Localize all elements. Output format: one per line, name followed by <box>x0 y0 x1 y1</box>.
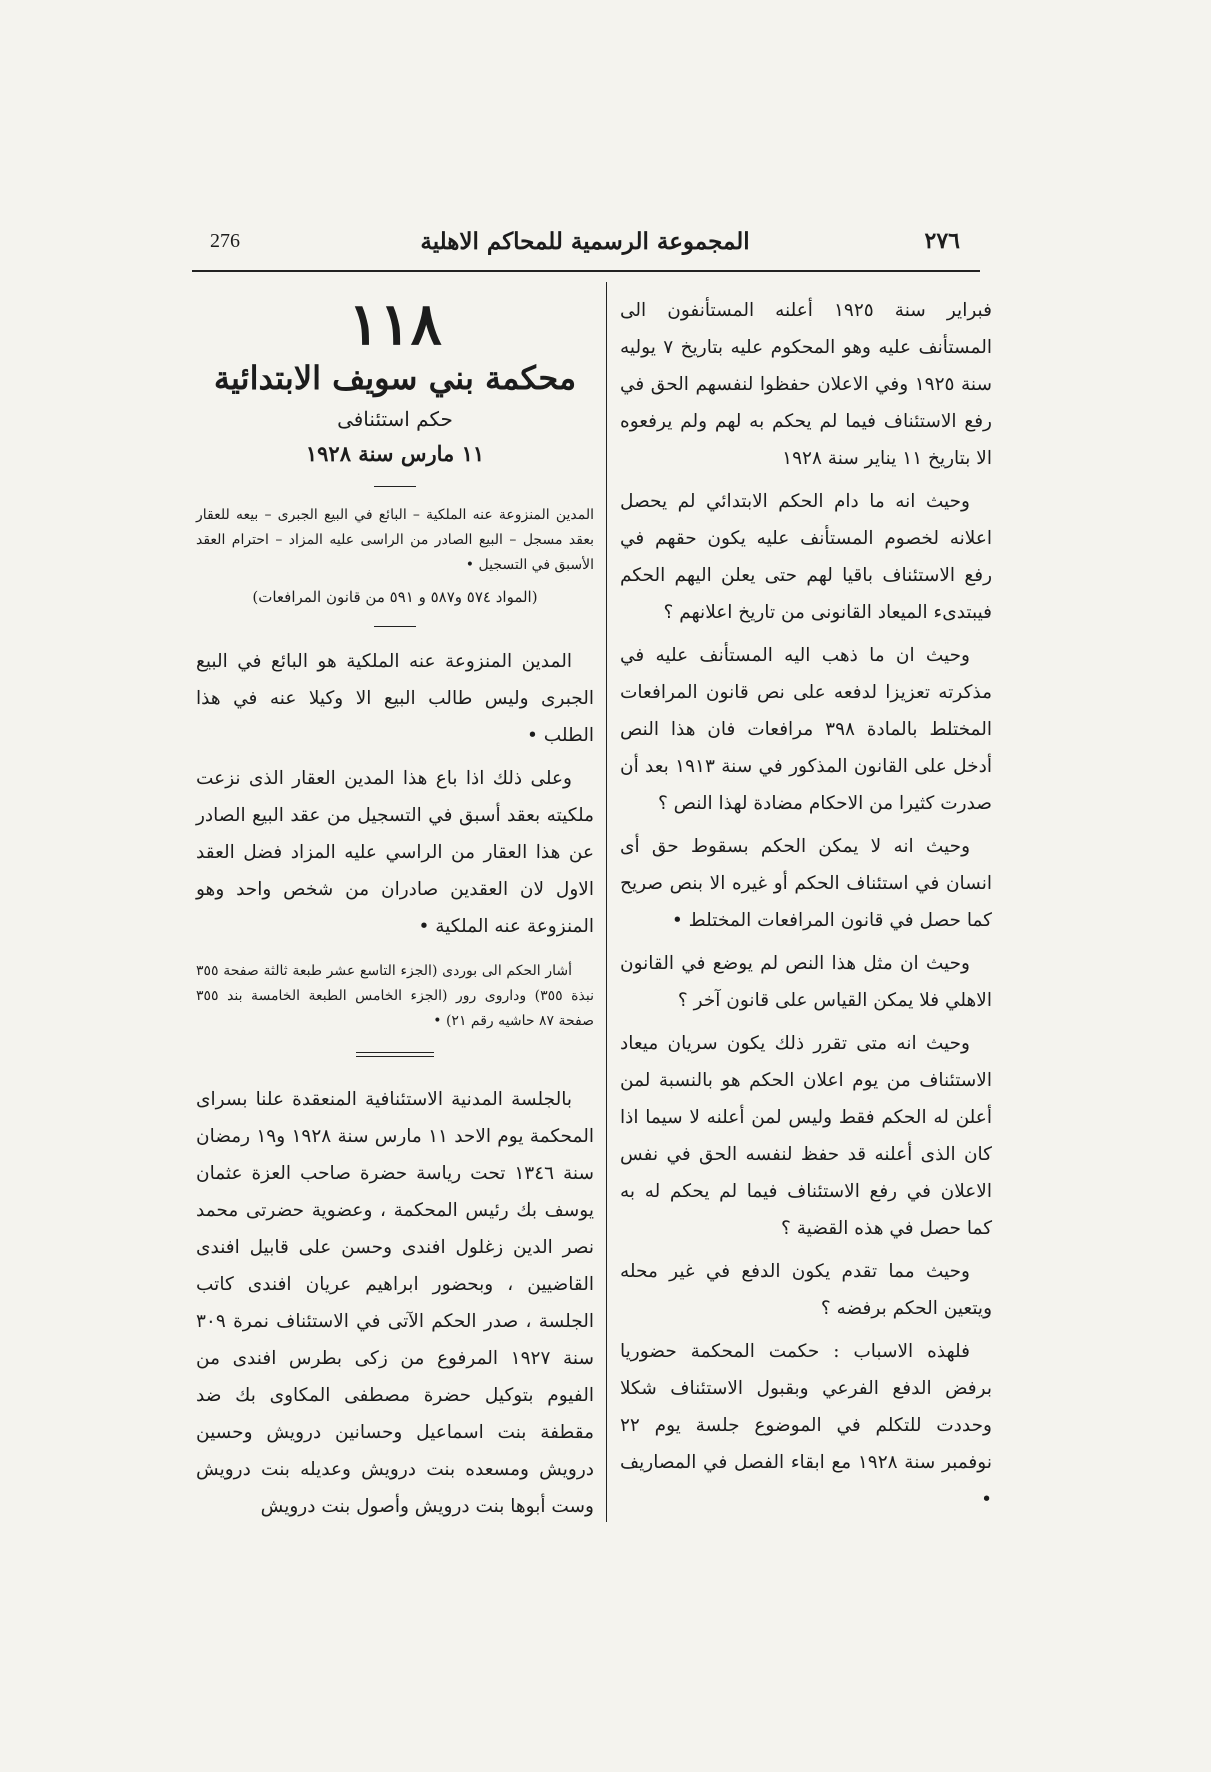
page-number-arabic: ٢٧٦ <box>924 228 960 254</box>
headnote: المدين المنزوعة عنه الملكية – البائع في البيع الجبرى – بيعه للعقار بعقد مسجل – البيع الصادر من الراسى عليه المزاد – احترام العقد الأسبق في التسجيل • <box>196 507 594 573</box>
section-rule <box>374 486 416 487</box>
column-divider <box>606 282 607 1522</box>
page-number-latin: 276 <box>210 230 240 252</box>
paragraph: وحيث مما تقدم يكون الدفع في غير محله ويتعين الحكم برفضه ؟ <box>620 1261 992 1319</box>
double-rule <box>356 1052 434 1057</box>
decision-type: حكم استئنافى <box>337 407 453 431</box>
paragraph: وحيث انه متى تقرر ذلك يكون سريان ميعاد الاستئناف من يوم اعلان الحكم هو بالنسبة لمن أعلن له الحكم فقط وليس لمن أعلنه لا سيما اذا كان الذى أعلنه قد حفظ لنفسه الحق في نفس الاعلان في رفع الاستئناف فيما لم يحكم له به كما حصل في هذه القضية ؟ <box>620 1033 992 1239</box>
judgment-body: بالجلسة المدنية الاستئنافية المنعقدة علنا بسراى المحكمة يوم الاحد ١١ مارس سنة ١٩٢٨ و١٩ رمضان سنة ١٣٤٦ تحت رياسة حضرة صاحب العزة عثمان يوسف بك رئيس المحكمة ، وعضوية حضرتى محمد نصر الدين زغلول افندى وحسن على قابيل افندى القاضيين ، وبحضور ابراهيم عريان افندى كاتب الجلسة ، صدر الحكم الآتى في الاستئناف نمرة ٣٠٩ سنة ١٩٢٧ المرفوع من زكى بطرس افندى من الفيوم بتوكيل حضرة مصطفى المكاوى بك ضد مقطفة بنت اسماعيل وحسانين درويش وحسين درويش ومسعده بنت درويش وعديله بنت درويش وست أبوها بنت درويش وأصول بنت درويش <box>196 1089 594 1517</box>
paragraph: وحيث ان مثل هذا النص لم يوضع في القانون الاهلي فلا يمكن القياس على قانون آخر ؟ <box>620 953 992 1011</box>
section-rule <box>374 626 416 627</box>
paragraph: وحيث انه ما دام الحكم الابتدائي لم يحصل اعلانه لخصوم المستأنف عليه يكون حقهم في رفع الاستئناف باقيا لهم حتى يعلن اليهم الحكم فيبتدىء الميعاد القانونى من تاريخ اعلانهم ؟ <box>620 491 992 623</box>
left-column <box>196 292 594 1531</box>
principle: المدين المنزوعة عنه الملكية هو البائع في البيع الجبرى وليس طالب البيع الا وكيلا عنه في هذا الطلب • <box>196 651 594 746</box>
paragraph: وحيث ان ما ذهب اليه المستأنف عليه في مذكرته تعزيزا لدفعه على نص قانون المرافعات المختلط بالمادة ٣٩٨ مرافعات فان هذا النص أدخل على القانون المذكور في سنة ١٩١٣ بعد أن صدرت كثيرا من الاحكام مضادة لهذا النص ؟ <box>620 645 992 814</box>
principle: وعلى ذلك اذا باع هذا المدين العقار الذى نزعت ملكيته بعقد أسبق في التسجيل من عقد البيع الصادر عن هذا العقار من الراسي عليه المزاد فضل العقد الاول لان العقدين صادران من شخص واحد وهو المنزوعة عنه الملكية • <box>196 768 594 937</box>
page-header <box>190 230 980 270</box>
reference-note: أشار الحكم الى بوردى (الجزء التاسع عشر طبعة ثالثة صفحة ٣٥٥ نبذة ٣٥٥) وداروى رور (الجزء الخامس الطبعة الخامسة بند ٣٥٥ صفحة ٨٧ حاشيه رقم ٢١) • <box>196 963 594 1029</box>
header-rule <box>192 270 980 272</box>
articles-cited: (المواد ٥٧٤ و٥٨٧ و ٥٩١ من قانون المرافعات) <box>252 588 538 606</box>
right-column <box>620 292 992 1524</box>
court-name: محكمة بني سويف الابتدائية <box>213 359 577 397</box>
case-number: ١١٨ <box>348 290 442 358</box>
paragraph: وحيث انه لا يمكن الحكم بسقوط حق أى انسان في استئناف الحكم أو غيره الا بنص صريح كما حصل في قانون المرافعات المختلط • <box>620 836 992 931</box>
decision-date: ١١ مارس سنة ١٩٢٨ <box>305 441 485 466</box>
running-title: المجموعة الرسمية للمحاكم الاهلية <box>420 228 750 255</box>
paragraph: فلهذه الاسباب : حكمت المحكمة حضوريا برفض الدفع الفرعي وبقبول الاستئناف شكلا وحددت للتكلم في الموضوع جلسة يوم ٢٢ نوفمبر سنة ١٩٢٨ مع ابقاء الفصل في المصاريف • <box>620 1341 992 1510</box>
paragraph: فبراير سنة ١٩٢٥ أعلنه المستأنفون الى المستأنف عليه وهو المحكوم عليه بتاريخ ٧ يوليه سنة ١٩٢٥ وفي الاعلان حفظوا لنفسهم الحق في رفع الاستئناف فيما لم يحكم به لهم ولم يرفعوه الا بتاريخ ١١ يناير سنة ١٩٢٨ <box>620 300 992 469</box>
